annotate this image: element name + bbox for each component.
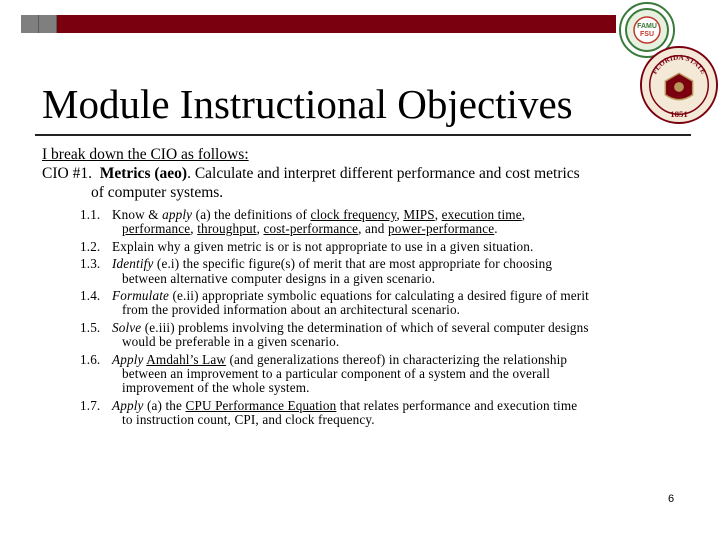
list-item: [80, 289, 682, 318]
slide-title: Module Instructional Objectives: [42, 81, 573, 127]
cio-description: . Calculate and interpret different performance and cost metrics: [187, 165, 580, 182]
item-number: 1.2.: [80, 238, 101, 254]
item-number: 1.7.: [80, 397, 101, 413]
term-link[interactable]: power-performance: [388, 221, 495, 237]
list-item: [80, 399, 682, 428]
text-run: ,: [521, 207, 526, 222]
item-text: [112, 321, 682, 350]
text-run: ,: [190, 221, 198, 237]
term-link[interactable]: cost-performance: [263, 221, 359, 237]
item-verb: Apply: [112, 397, 144, 413]
item-text: [112, 257, 682, 286]
intro-text: I break down the CIO as follows:: [42, 146, 249, 163]
text-run: (e.iii) problems involving the determination of which of several computer designs: [141, 319, 589, 335]
text-run: Know &: [112, 207, 163, 222]
text-run: (and generalizations thereof) in characterizing the relationship: [226, 351, 568, 367]
term-link[interactable]: throughput: [197, 221, 257, 237]
text-run: (e.ii) appropriate symbolic equations for calculating a desired figure of merit: [169, 288, 589, 304]
item-number: 1.5.: [80, 319, 101, 335]
item-cont: from the provided information about an architectural scenario.: [122, 302, 461, 318]
list-item: [80, 321, 682, 350]
term-link[interactable]: MIPS: [403, 207, 435, 222]
text-run: (e.i) the specific figure(s) of merit that are most appropriate for choosing: [153, 256, 553, 272]
top-decorative-bar: [21, 15, 616, 33]
item-verb: Apply: [112, 351, 144, 367]
cio-prefix: CIO #1.: [42, 165, 92, 182]
term-link[interactable]: execution time: [441, 207, 522, 222]
slide-body: [42, 145, 682, 431]
bar-square: [39, 15, 57, 33]
item-verb: Formulate: [112, 288, 170, 304]
item-text: [112, 289, 682, 318]
item-number: 1.1.: [80, 207, 101, 222]
list-item: [80, 208, 682, 237]
item-text: [112, 208, 682, 237]
bar-square: [21, 15, 39, 33]
item-cont: between an improvement to a particular component of a system and the overall: [122, 366, 551, 382]
item-cont: to instruction count, CPI, and clock frequency.: [122, 412, 375, 428]
text-run: (a) the: [143, 397, 186, 413]
item-cont: would be preferable in a given scenario.: [122, 334, 340, 350]
cio-description-cont: of computer systems.: [91, 184, 224, 201]
amdahls-law-link[interactable]: Amdahl’s Law: [146, 351, 227, 367]
cpu-performance-equation-link[interactable]: CPU Performance Equation: [185, 397, 337, 413]
item-text: Explain why a given metric is or is not appropriate to use in a given situation.: [112, 238, 534, 254]
list-item: [80, 240, 682, 254]
item-cont: improvement of the whole system.: [122, 380, 310, 396]
item-cont: [112, 222, 682, 236]
item-text: [112, 399, 682, 428]
text-run: that relates performance and execution time: [336, 397, 578, 413]
svg-text:FSU: FSU: [640, 31, 654, 38]
page-number: 6: [668, 493, 675, 505]
text-run: .: [494, 221, 498, 237]
svg-text:1851: 1851: [670, 109, 688, 120]
text-run: ,: [434, 207, 442, 222]
florida-state-seal-logo: [640, 46, 718, 124]
item-verb: Identify: [112, 256, 154, 272]
objectives-list: [80, 208, 682, 428]
text-run: ,: [256, 221, 264, 237]
text-run: , and: [358, 221, 388, 237]
cio-name: Metrics (aeo): [99, 165, 188, 182]
svg-text:FLORIDA STATE: FLORIDA STATE: [649, 52, 709, 76]
text-run: (a) the definitions of: [192, 207, 311, 222]
text-run: ,: [396, 207, 404, 222]
title-divider: [35, 134, 691, 136]
item-text: [112, 353, 682, 396]
term-link[interactable]: performance: [122, 221, 191, 237]
cio-heading: [42, 164, 682, 202]
item-number: 1.3.: [80, 256, 101, 272]
item-verb: apply: [162, 207, 193, 222]
list-item: [80, 353, 682, 396]
item-number: 1.6.: [80, 351, 101, 367]
bar-band: [57, 15, 616, 33]
term-link[interactable]: clock frequency: [310, 207, 397, 222]
list-item: [80, 257, 682, 286]
svg-text:FAMU: FAMU: [637, 23, 657, 30]
item-verb: Solve: [112, 319, 142, 335]
item-number: 1.4.: [80, 288, 101, 304]
item-cont: between alternative computer designs in a given scenario.: [122, 270, 436, 286]
